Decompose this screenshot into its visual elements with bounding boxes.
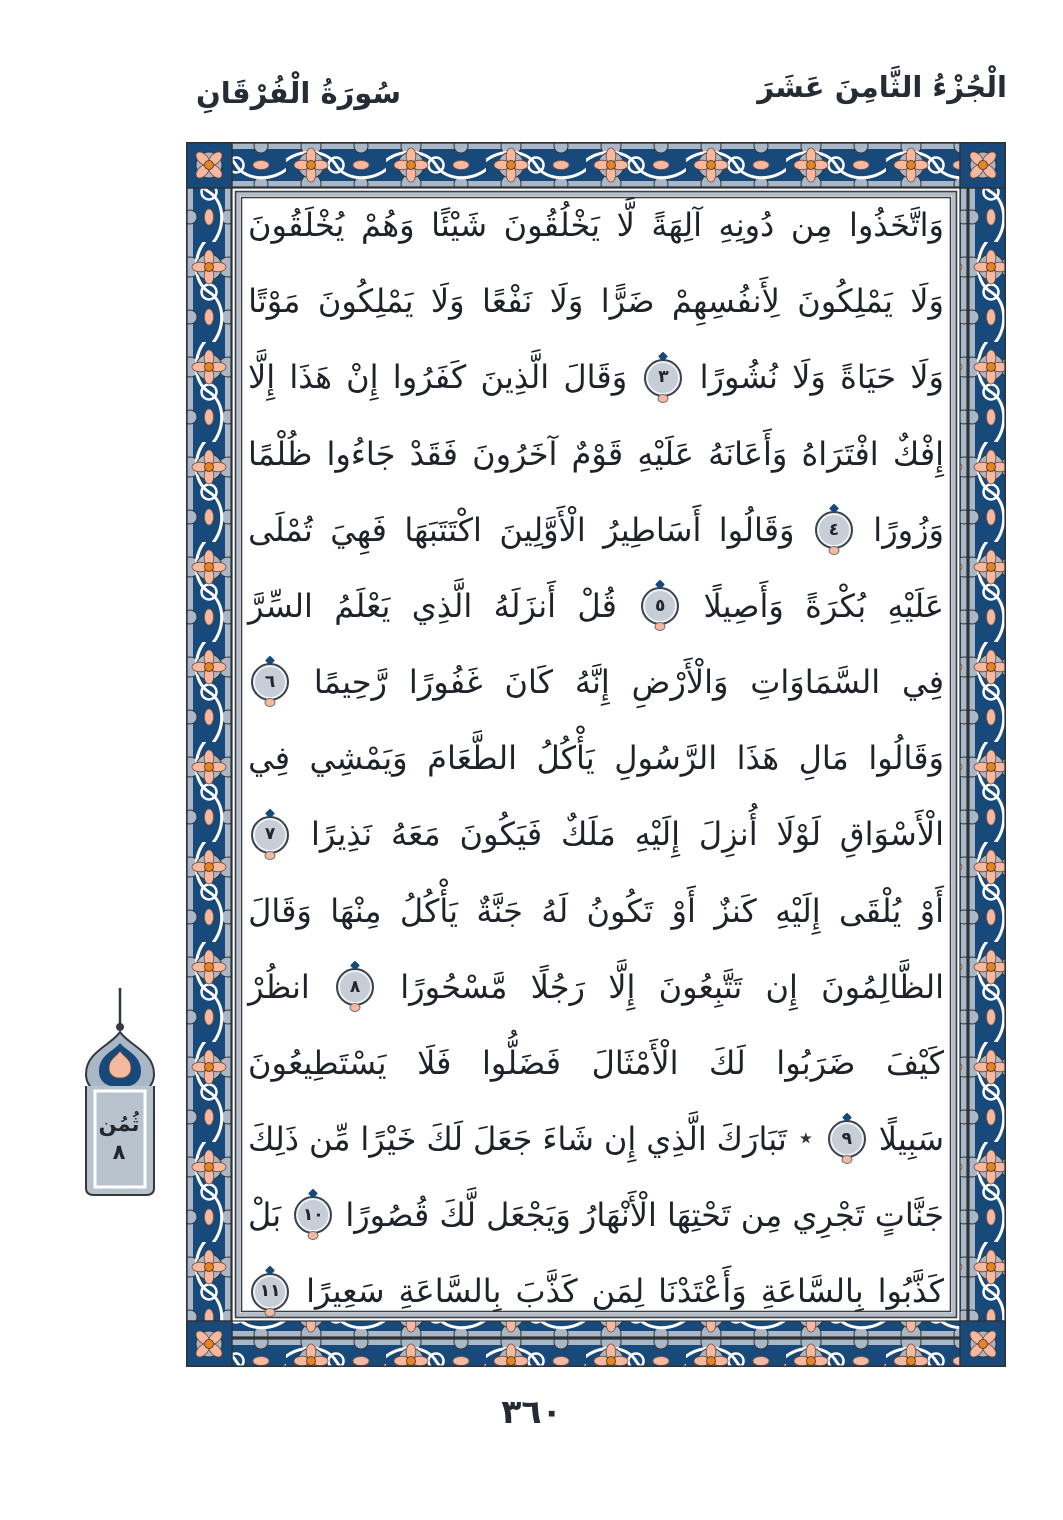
quran-word: وَلَا xyxy=(549,282,584,321)
quran-word: مَالِ xyxy=(798,739,849,778)
quran-word: تُمْلَى xyxy=(248,510,313,549)
quran-word: غَفُورًا xyxy=(408,663,483,702)
quran-word: قَوْمٌ xyxy=(571,434,624,473)
quran-word: أَنزَلَهُ xyxy=(493,586,556,625)
quran-word: مِن xyxy=(740,1196,783,1235)
quran-line xyxy=(248,278,944,324)
quran-word: عَلَيْهِ xyxy=(887,586,944,625)
quran-word: مِنْهَا xyxy=(330,891,382,930)
quran-word: إِلَّا xyxy=(608,967,636,1006)
quran-word: الظَّالِمُونَ xyxy=(821,967,944,1006)
quran-line xyxy=(248,507,944,553)
quran-word: وَقَالَ xyxy=(563,358,628,397)
quran-word: وَقَالُوا xyxy=(868,739,944,778)
verse-number-marker: ١١ xyxy=(251,1273,289,1311)
quran-word: بِالسَّاعَةِ xyxy=(760,1272,864,1311)
quran-word: يَخْلُقُونَ xyxy=(503,206,600,244)
quran-word: وَلَا xyxy=(430,282,465,321)
quran-word: جَعَلَ xyxy=(472,1120,533,1159)
quran-word: كَيْفَ xyxy=(885,1043,944,1082)
quran-word: وَأَصِيلًا xyxy=(703,586,784,625)
quran-line xyxy=(248,431,944,477)
quran-word: فِي xyxy=(248,739,291,778)
quran-word: إِلَّا xyxy=(248,358,276,397)
quran-word: الرَّسُولِ xyxy=(614,739,718,778)
quran-word: وَالْأَرْضِ xyxy=(631,663,729,702)
quran-word: أَسَاطِيرُ xyxy=(603,510,702,549)
quran-word: يُلْقَى xyxy=(838,891,902,930)
quran-word: الْأَسْوَاقِ xyxy=(839,815,944,854)
quran-word: السَّمَاوَاتِ xyxy=(750,663,881,702)
quran-word: انظُرْ xyxy=(248,967,310,1006)
quran-line xyxy=(248,735,944,781)
quran-word: ظُلْمًا xyxy=(248,434,313,473)
quran-word: لَّكَ xyxy=(439,1196,477,1235)
quran-word: فَيَكُونَ xyxy=(459,815,543,854)
quran-line xyxy=(248,583,944,629)
quran-word: الْأَمْثَالَ xyxy=(591,1043,679,1082)
quran-word: خَيْرًا xyxy=(360,1120,417,1159)
quran-word: وَاتَّخَذُوا xyxy=(848,206,944,244)
quran-line xyxy=(248,659,944,705)
quran-word: حَيَاةً xyxy=(840,358,897,397)
quran-word: الَّذِي xyxy=(411,586,473,625)
rub-el-hizb-symbol: ٭ xyxy=(798,1123,813,1154)
thumn-number: ٨ xyxy=(112,1140,126,1164)
quran-word: بُكْرَةً xyxy=(805,586,867,625)
quran-word: كَنزٌ xyxy=(714,891,757,930)
quran-word: وَقَالُوا xyxy=(718,510,795,549)
quran-line xyxy=(248,1040,944,1086)
quran-word: بَلْ xyxy=(248,1196,282,1235)
thumn-marker xyxy=(72,988,168,1204)
quran-word: تَتَّبِعُونَ xyxy=(658,967,743,1006)
quran-word: قُصُورًا xyxy=(345,1196,430,1235)
quran-word: فَهِيَ xyxy=(330,510,387,549)
quran-word: شَاءَ xyxy=(542,1120,594,1159)
quran-word: وَيَجْعَل xyxy=(486,1196,571,1235)
quran-word: كَذَّبَ xyxy=(515,1272,578,1311)
quran-word: تَكُونُ xyxy=(586,891,654,930)
quran-word: لَكَ xyxy=(426,1120,464,1159)
mushaf-frame xyxy=(186,142,1006,1367)
quran-line xyxy=(248,1116,944,1162)
page-number: ٣٦٠ xyxy=(501,1392,562,1431)
quran-word: يَسْتَطِيعُونَ xyxy=(248,1043,387,1082)
quran-word: الْأَنْهَارُ xyxy=(580,1196,657,1235)
verse-number-marker: ٥ xyxy=(641,587,679,625)
quran-word: دُونِهِ xyxy=(718,206,775,244)
quran-word: مَوْتًا xyxy=(248,282,301,321)
quran-word: افْتَرَاهُ xyxy=(801,434,879,473)
quran-word: تَجْرِي xyxy=(792,1196,865,1235)
quran-word: إِن xyxy=(603,1120,637,1159)
quran-word: كَفَرُوا xyxy=(392,358,467,397)
quran-word: مَّسْحُورًا xyxy=(400,967,508,1006)
quran-word: بِالسَّاعَةِ xyxy=(398,1272,502,1311)
quran-word: رَّحِيمًا xyxy=(313,663,387,702)
quran-word: رَجُلًا xyxy=(530,967,585,1006)
verse-number-marker: ٤ xyxy=(815,511,853,549)
quran-word: يَمْلِكُونَ xyxy=(317,282,414,321)
quran-word: يُخْلَقُونَ xyxy=(248,206,345,244)
quran-word: الَّذِينَ xyxy=(480,358,550,397)
quran-word: آخَرُونَ xyxy=(472,434,558,473)
quran-word: إِن xyxy=(765,967,798,1006)
verse-number-marker: ٧ xyxy=(251,816,289,854)
juz-header: الْجُزْءُ الثَّامِنَ عَشَرَ xyxy=(757,70,1007,104)
quran-word: كَانَ xyxy=(504,663,553,702)
quran-word: ضَرَبُوا xyxy=(776,1043,856,1082)
thumn-label: ثُمُن xyxy=(98,1112,140,1136)
quran-lines xyxy=(248,202,944,1315)
quran-word: جَنَّةٌ xyxy=(476,891,523,930)
quran-word: فِي xyxy=(902,663,944,702)
quran-word: فَلَا xyxy=(417,1043,452,1082)
quran-word: وَهُمْ xyxy=(360,206,415,244)
quran-word: وَزُورًا xyxy=(873,510,944,549)
quran-word: إِلَيْهِ xyxy=(775,891,821,930)
quran-word: قُلْ xyxy=(577,586,617,625)
quran-word: هَذَا xyxy=(289,358,332,397)
quran-word: الَّذِي xyxy=(646,1120,707,1159)
quran-word: هَذَا xyxy=(736,739,780,778)
surah-header: سُورَةُ الْفُرْقَانِ xyxy=(196,76,401,110)
quran-word: شَيْئًا xyxy=(431,206,488,244)
verse-number-marker: ٨ xyxy=(336,968,374,1006)
quran-word: يَمْلِكُونَ xyxy=(797,282,893,321)
quran-line xyxy=(248,354,944,400)
quran-word: وَقَالَ xyxy=(248,891,312,930)
quran-word: أَوْ xyxy=(671,891,696,930)
quran-word: نَفْعًا xyxy=(482,282,533,321)
quran-word: فَقَدْ xyxy=(409,434,458,473)
quran-word: جَنَّاتٍ xyxy=(874,1196,944,1235)
quran-line xyxy=(248,1268,944,1314)
quran-word: مَعَهُ xyxy=(390,815,441,854)
quran-word: تَحْتِهَا xyxy=(666,1196,731,1235)
quran-line xyxy=(248,1192,944,1238)
quran-word: سَبِيلًا xyxy=(878,1120,944,1159)
quran-word: تَبَارَكَ xyxy=(716,1120,787,1159)
quran-word: لَهُ xyxy=(541,891,569,930)
quran-word: إِلَيْهِ xyxy=(634,815,681,854)
quran-word: وَأَعَانَهُ xyxy=(708,434,788,473)
quran-word: ضَرًّا xyxy=(600,282,655,321)
quran-word: فَضَلُّوا xyxy=(481,1043,562,1082)
quran-line xyxy=(248,888,944,934)
quran-word: سَعِيرًا xyxy=(306,1272,385,1311)
quran-word: وَلَا xyxy=(910,282,944,321)
quran-word: الْأَوَّلِينَ xyxy=(499,510,586,549)
quran-word: عَلَيْهِ xyxy=(637,434,694,473)
quran-word: آلِهَةً xyxy=(651,206,702,244)
quran-word: أُنزِلَ xyxy=(698,815,758,854)
quran-word: نُشُورًا xyxy=(699,358,778,397)
quran-word: ذَلِكَ xyxy=(248,1120,300,1159)
quran-word: لَوْلَا xyxy=(776,815,821,854)
quran-word: أَوْ xyxy=(919,891,944,930)
quran-word: يَأْكُلُ xyxy=(536,739,595,778)
quran-word: اكْتَتَبَهَا xyxy=(404,510,482,549)
verse-number-marker: ٦ xyxy=(251,663,289,701)
quran-word: إِنَّهُ xyxy=(574,663,610,702)
quran-line xyxy=(248,202,944,248)
quran-word: لِمَن xyxy=(591,1272,645,1311)
quran-word: الطَّعَامَ xyxy=(427,739,518,778)
quran-word: مِّن xyxy=(308,1120,351,1159)
quran-word: وَيَمْشِي xyxy=(309,739,408,778)
quran-word: لِأَنفُسِهِمْ xyxy=(671,282,780,321)
quran-word: يَعْلَمُ xyxy=(334,586,391,625)
quran-word: وَأَعْتَدْنَا xyxy=(658,1272,747,1311)
quran-word: مَلَكٌ xyxy=(561,815,616,854)
verse-number-marker: ١٠ xyxy=(294,1196,332,1234)
quran-word: لَّا xyxy=(616,206,635,244)
quran-word: لَكَ xyxy=(709,1043,746,1082)
quran-word: مِن xyxy=(790,206,833,244)
quran-word: إِفْكٌ xyxy=(892,434,944,473)
verse-number-marker: ٣ xyxy=(644,359,682,397)
quran-word: وَلَا xyxy=(910,358,944,397)
quran-word: نَذِيرًا xyxy=(310,815,373,854)
quran-word: يَأْكُلُ xyxy=(399,891,458,930)
verse-number-marker: ٩ xyxy=(828,1120,866,1158)
quran-word: جَاءُوا xyxy=(326,434,396,473)
quran-word: كَذَّبُوا xyxy=(877,1272,944,1311)
quran-word: السِّرَّ xyxy=(248,586,313,625)
quran-line xyxy=(248,964,944,1010)
quran-word: وَلَا xyxy=(792,358,826,397)
quran-line xyxy=(248,811,944,857)
quran-word: إِنْ xyxy=(346,358,379,397)
